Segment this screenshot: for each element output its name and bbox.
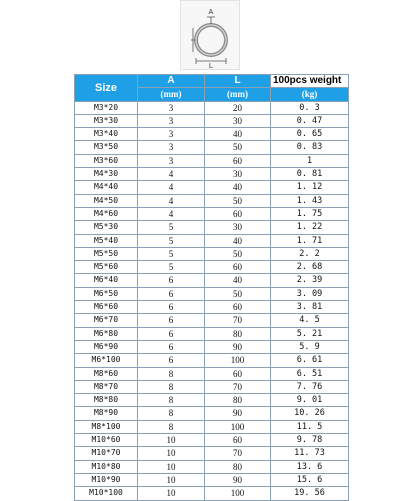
table-row (75, 367, 349, 380)
cell-weight: 1. 12 (271, 181, 349, 194)
cell-weight: 1. 22 (271, 221, 349, 234)
table-row (75, 247, 349, 260)
cell-weight: 9. 01 (271, 394, 349, 407)
cell-size: M10*60 (75, 434, 138, 447)
cell-l: 40 (205, 128, 271, 141)
cell-l: 30 (205, 221, 271, 234)
cell-size: M4*50 (75, 194, 138, 207)
unit-weight: (kg) (271, 88, 349, 101)
cell-a: 10 (138, 487, 205, 500)
cell-l: 80 (205, 394, 271, 407)
cell-weight: 11. 5 (271, 420, 349, 433)
cell-size: M10*70 (75, 447, 138, 460)
cell-weight: 3. 09 (271, 287, 349, 300)
cell-weight: 15. 6 (271, 473, 349, 486)
cell-weight: 19. 56 (271, 487, 349, 500)
cell-a: 6 (138, 354, 205, 367)
cell-size: M5*30 (75, 221, 138, 234)
cell-l: 60 (205, 367, 271, 380)
cell-size: M6*40 (75, 274, 138, 287)
cell-a: 6 (138, 274, 205, 287)
cell-l: 60 (205, 301, 271, 314)
cell-l: 40 (205, 181, 271, 194)
cell-size: M5*50 (75, 247, 138, 260)
cell-l: 100 (205, 420, 271, 433)
cell-a: 6 (138, 314, 205, 327)
cell-size: M6*80 (75, 327, 138, 340)
cell-l: 100 (205, 487, 271, 500)
cell-weight: 0. 81 (271, 168, 349, 181)
cell-a: 4 (138, 207, 205, 220)
cell-a: 8 (138, 407, 205, 420)
cell-l: 50 (205, 247, 271, 260)
cell-weight: 0. 3 (271, 101, 349, 114)
cell-a: 10 (138, 447, 205, 460)
ring-diagram (180, 0, 240, 70)
cell-l: 80 (205, 460, 271, 473)
cell-weight: 1. 71 (271, 234, 349, 247)
table-row (75, 394, 349, 407)
label-a: A (208, 9, 214, 16)
cell-weight: 7. 76 (271, 380, 349, 393)
header-size: Size (75, 75, 138, 102)
cell-size: M3*60 (75, 154, 138, 167)
table-row (75, 194, 349, 207)
cell-weight: 2. 2 (271, 247, 349, 260)
cell-l: 20 (205, 101, 271, 114)
cell-l: 100 (205, 354, 271, 367)
cell-l: 70 (205, 447, 271, 460)
cell-a: 3 (138, 154, 205, 167)
cell-size: M6*90 (75, 340, 138, 353)
table-row (75, 234, 349, 247)
cell-size: M5*60 (75, 261, 138, 274)
cell-weight: 13. 6 (271, 460, 349, 473)
cell-l: 30 (205, 114, 271, 127)
table-row (75, 207, 349, 220)
cell-weight: 6. 51 (271, 367, 349, 380)
cell-l: 60 (205, 154, 271, 167)
cell-weight: 1. 75 (271, 207, 349, 220)
table-row (75, 301, 349, 314)
cell-l: 50 (205, 194, 271, 207)
cell-size: M3*40 (75, 128, 138, 141)
cell-size: M6*70 (75, 314, 138, 327)
cell-a: 6 (138, 327, 205, 340)
cell-size: M4*30 (75, 168, 138, 181)
cell-a: 4 (138, 194, 205, 207)
cell-a: 8 (138, 367, 205, 380)
unit-a: (mm) (138, 88, 205, 101)
cell-l: 90 (205, 473, 271, 486)
cell-weight: 0. 47 (271, 114, 349, 127)
table-body (75, 101, 349, 500)
cell-l: 70 (205, 380, 271, 393)
table-row (75, 181, 349, 194)
cell-weight: 11. 73 (271, 447, 349, 460)
table-row (75, 261, 349, 274)
table-row (75, 460, 349, 473)
cell-weight: 2. 39 (271, 274, 349, 287)
cell-size: M10*100 (75, 487, 138, 500)
ring-drawing (180, 0, 240, 70)
table-row (75, 287, 349, 300)
cell-weight: 0. 83 (271, 141, 349, 154)
table-row (75, 128, 349, 141)
cell-l: 50 (205, 141, 271, 154)
cell-size: M3*30 (75, 114, 138, 127)
table-row (75, 487, 349, 500)
table-header (75, 75, 349, 102)
table-row (75, 447, 349, 460)
cell-a: 8 (138, 380, 205, 393)
cell-a: 6 (138, 301, 205, 314)
table-row (75, 274, 349, 287)
table-row (75, 101, 349, 114)
table-row (75, 327, 349, 340)
cell-size: M8*90 (75, 407, 138, 420)
cell-a: 3 (138, 114, 205, 127)
cell-a: 5 (138, 234, 205, 247)
cell-a: 4 (138, 181, 205, 194)
cell-a: 5 (138, 261, 205, 274)
cell-weight: 0. 65 (271, 128, 349, 141)
cell-a: 4 (138, 168, 205, 181)
spec-table (74, 74, 349, 501)
cell-a: 8 (138, 394, 205, 407)
cell-a: 10 (138, 473, 205, 486)
table-row (75, 168, 349, 181)
cell-weight: 10. 26 (271, 407, 349, 420)
cell-l: 80 (205, 327, 271, 340)
cell-a: 3 (138, 101, 205, 114)
table-row (75, 407, 349, 420)
cell-weight: 4. 5 (271, 314, 349, 327)
cell-weight: 5. 9 (271, 340, 349, 353)
cell-size: M6*100 (75, 354, 138, 367)
cell-weight: 1. 43 (271, 194, 349, 207)
cell-size: M8*60 (75, 367, 138, 380)
unit-l: (mm) (205, 88, 271, 101)
cell-l: 50 (205, 287, 271, 300)
cell-l: 30 (205, 168, 271, 181)
cell-size: M10*80 (75, 460, 138, 473)
table-row (75, 154, 349, 167)
cell-l: 40 (205, 234, 271, 247)
cell-weight: 6. 61 (271, 354, 349, 367)
cell-weight: 2. 68 (271, 261, 349, 274)
cell-l: 90 (205, 340, 271, 353)
cell-size: M4*40 (75, 181, 138, 194)
cell-a: 5 (138, 221, 205, 234)
table-row (75, 141, 349, 154)
header-row (75, 75, 349, 88)
cell-l: 60 (205, 207, 271, 220)
cell-size: M6*50 (75, 287, 138, 300)
table-row (75, 420, 349, 433)
cell-a: 10 (138, 434, 205, 447)
cell-l: 70 (205, 314, 271, 327)
cell-size: M8*70 (75, 380, 138, 393)
header-a: A (138, 75, 205, 88)
cell-a: 8 (138, 420, 205, 433)
cell-size: M8*100 (75, 420, 138, 433)
cell-weight: 5. 21 (271, 327, 349, 340)
cell-weight: 1 (271, 154, 349, 167)
cell-a: 6 (138, 287, 205, 300)
header-l: L (205, 75, 271, 88)
table-row (75, 340, 349, 353)
cell-size: M8*80 (75, 394, 138, 407)
table-row (75, 473, 349, 486)
table-row (75, 114, 349, 127)
cell-size: M4*60 (75, 207, 138, 220)
cell-size: M5*40 (75, 234, 138, 247)
table-row (75, 380, 349, 393)
table-row (75, 314, 349, 327)
cell-a: 10 (138, 460, 205, 473)
cell-size: M6*60 (75, 301, 138, 314)
cell-weight: 3. 81 (271, 301, 349, 314)
header-weight: 100pcs weight (271, 75, 349, 88)
cell-a: 5 (138, 247, 205, 260)
cell-l: 60 (205, 434, 271, 447)
cell-a: 6 (138, 340, 205, 353)
cell-a: 3 (138, 128, 205, 141)
table-row (75, 354, 349, 367)
table-row (75, 221, 349, 234)
table-row (75, 434, 349, 447)
cell-l: 60 (205, 261, 271, 274)
cell-l: 90 (205, 407, 271, 420)
label-l: L (209, 63, 213, 70)
cell-l: 40 (205, 274, 271, 287)
cell-size: M3*20 (75, 101, 138, 114)
cell-weight: 9. 78 (271, 434, 349, 447)
cell-a: 3 (138, 141, 205, 154)
cell-size: M10*90 (75, 473, 138, 486)
cell-size: M3*50 (75, 141, 138, 154)
